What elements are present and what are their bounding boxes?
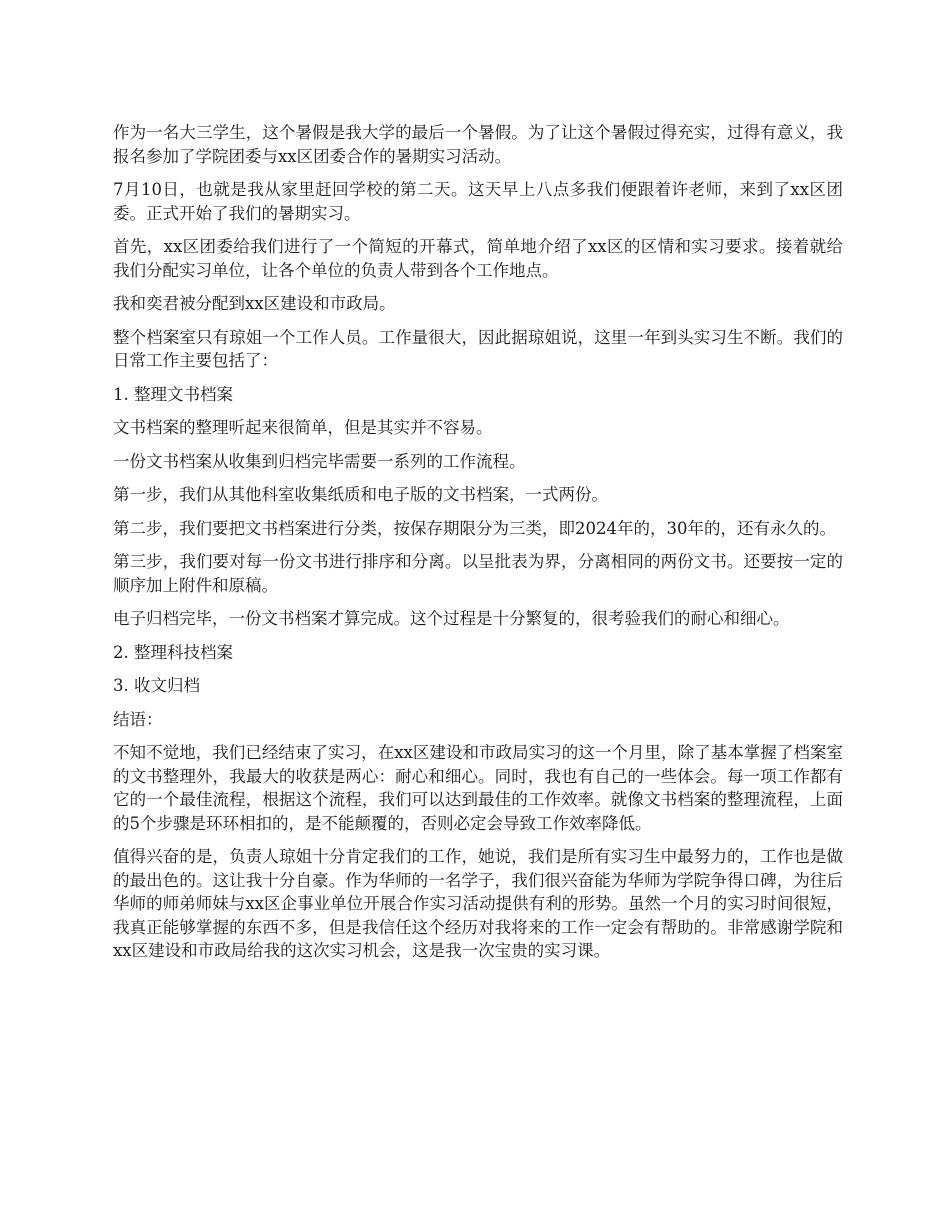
heading-item-2: 2. 整理科技档案 — [113, 642, 233, 662]
paragraph-reflection: 不知不觉地，我们已经结束了实习，在xx区建设和市政局实习的这一个月里，除了基本掌握了档案室的文书整理外，我最大的收获是两心：耐心和细心。同时，我也有自己的一些体会。每一项工作都有它的一个最佳流程，根据这个流程，我们可以达到最佳的工作效率。就像文书档案的整理流程，上面的5个步骤是环环相扣的，是不能颠覆的，否则必定会导致工作效率降低。 — [113, 743, 843, 833]
paragraph-intro: 作为一名大三学生，这个暑假是我大学的最后一个暑假。为了让这个暑假过得充实，过得有意义，我报名参加了学院团委与xx区团委合作的暑期实习活动。 — [113, 123, 843, 166]
paragraph-step-1: 第一步，我们从其他科室收集纸质和电子版的文书档案，一式两份。 — [113, 485, 608, 504]
paragraph-archive-room: 整个档案室只有琼姐一个工作人员。工作量很大，因此据琼姐说，这里一年到头实习生不断。我们的日常工作主要包括了： — [113, 327, 843, 370]
heading-item-1: 1. 整理文书档案 — [113, 384, 233, 404]
paragraph-arrival: 7月10日，也就是我从家里赶回学校的第二天。这天早上八点多我们便跟着许老师，来到了xx区团委。正式开始了我们的暑期实习。 — [113, 180, 843, 223]
paragraph-step-3: 第三步，我们要对每一份文书进行排序和分离。以呈批表为界，分离相同的两份文书。还要按一定的顺序加上附件和原稿。 — [113, 552, 843, 595]
paragraph-step-2: 第二步，我们要把文书档案进行分类，按保存期限分为三类，即2024年的，30年的，还有永久的。 — [113, 518, 836, 538]
paragraph-workflow: 一份文书档案从收集到归档完毕需要一系列的工作流程。 — [113, 451, 526, 471]
paragraph-closing: 值得兴奋的是，负责人琼姐十分肯定我们的工作，她说，我们是所有实习生中最努力的，工作也是做的最出色的。这让我十分自豪。作为华师的一名学子，我们很兴奋能为华师为学院争得口碑，为往后华师的师弟师妹与xx区企事业单位开展合作实习活动提供有利的形势。虽然一个月的实习时间很短，我真正能够掌握的东西不多，但是我信任这个经历对我将来的工作一定会有帮助的。非常感谢学院和xx区建设和市政局给我的这次实习机会，这是我一次宝贵的实习课。 — [113, 847, 843, 960]
document-body — [113, 121, 843, 973]
heading-conclusion: 结语： — [113, 709, 163, 729]
paragraph-difficulty: 文书档案的整理听起来很简单，但是其实并不容易。 — [113, 418, 493, 437]
paragraph-completion: 电子归档完毕，一份文书档案才算完成。这个过程是十分繁复的，很考验我们的耐心和细心。 — [113, 609, 790, 628]
paragraph-opening: 首先，xx区团委给我们进行了一个简短的开幕式，简单地介绍了xx区的区情和实习要求。接着就给我们分配实习单位，让各个单位的负责人带到各个工作地点。 — [113, 237, 843, 280]
heading-item-3: 3. 收文归档 — [113, 676, 200, 695]
paragraph-assignment: 我和奕君被分配到xx区建设和市政局。 — [113, 294, 396, 313]
